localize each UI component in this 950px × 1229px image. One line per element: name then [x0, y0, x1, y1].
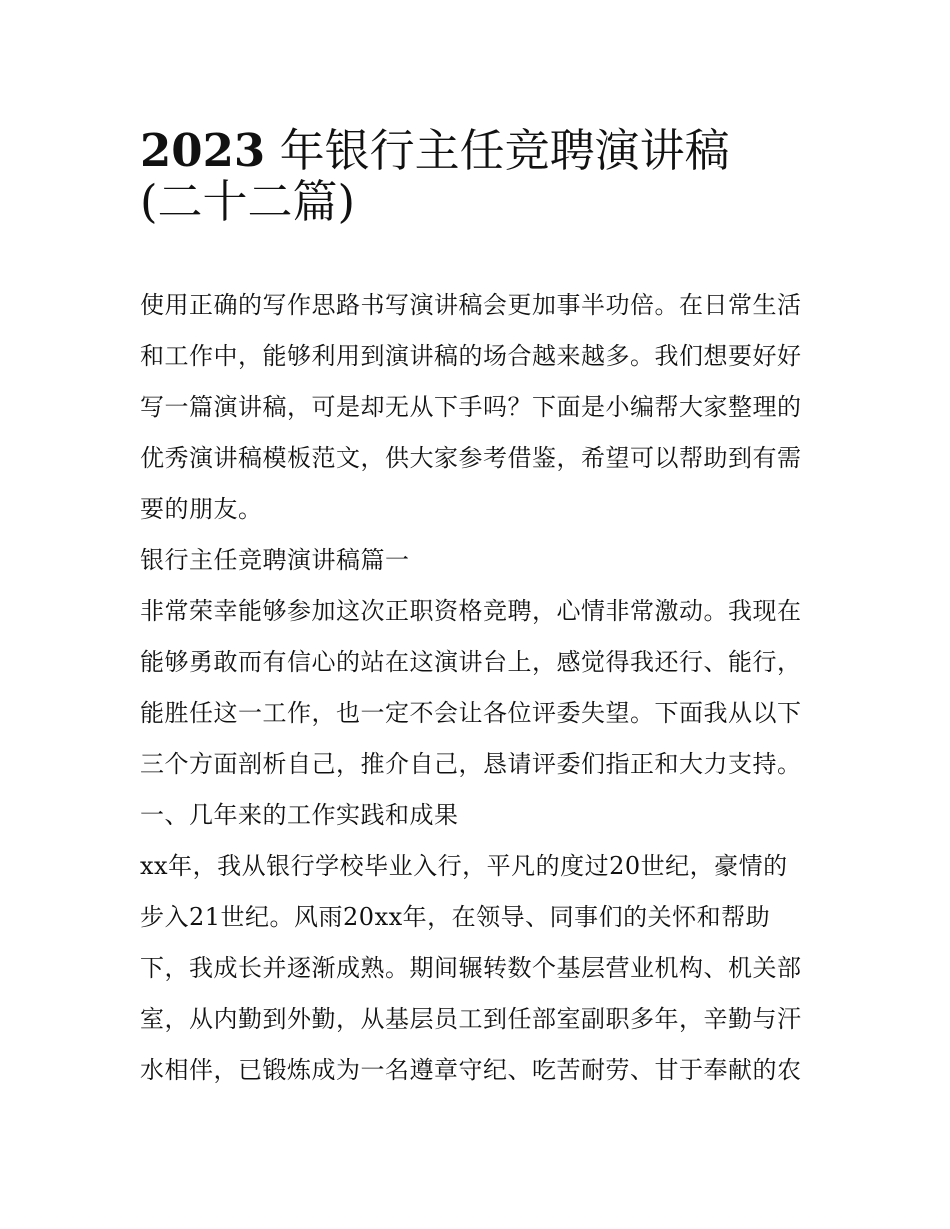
title-year: 2023 — [140, 124, 266, 177]
title-text: 年银行主任竞聘演讲稿 — [279, 124, 730, 177]
document-body — [140, 280, 820, 1096]
paragraph-line: 步入21世纪。风雨20xx年，在领导、同事们的关怀和帮助 — [140, 903, 771, 931]
paragraph-line: 能胜任这一工作，也一定不会让各位评委失望。下面我从以下 — [140, 699, 802, 727]
subsection-heading: 一、几年来的工作实践和成果 — [140, 801, 459, 829]
paragraph-line: 使用正确的写作思路书写演讲稿会更加事半功倍。在日常生活 — [140, 291, 802, 319]
paragraph-line: 能够勇敢而有信心的站在这演讲台上，感觉得我还行、能行， — [140, 648, 802, 676]
paragraph-line: 三个方面剖析自己，推介自己，恳请评委们指正和大力支持。 — [140, 750, 802, 778]
paragraph-line: 水相伴，已锻炼成为一名遵章守纪、吃苦耐劳、甘于奉献的农 — [140, 1056, 802, 1084]
paragraph-line: 优秀演讲稿模板范文，供大家参考借鉴，希望可以帮助到有需 — [140, 444, 802, 472]
paragraph-line: 下，我成长并逐渐成熟。期间辗转数个基层营业机构、机关部 — [140, 954, 802, 982]
paragraph-line: 要的朋友。 — [140, 495, 263, 523]
section-heading: 银行主任竞聘演讲稿篇一 — [140, 546, 410, 574]
paragraph-line: 写一篇演讲稿，可是却无从下手吗？下面是小编帮大家整理的 — [140, 393, 802, 421]
paragraph-line: 非常荣幸能够参加这次正职资格竞聘，心情非常激动。我现在 — [140, 597, 802, 625]
title-line-2: (二十二篇) — [140, 175, 356, 228]
paragraph-line: 室，从内勤到外勤，从基层员工到任部室副职多年，辛勤与汗 — [140, 1005, 802, 1033]
document-title — [140, 110, 820, 228]
paragraph-line: xx年，我从银行学校毕业入行，平凡的度过20世纪，豪情的 — [140, 852, 788, 880]
paragraph-line: 和工作中，能够利用到演讲稿的场合越来越多。我们想要好好 — [140, 342, 802, 370]
title-line-1 — [140, 110, 820, 177]
